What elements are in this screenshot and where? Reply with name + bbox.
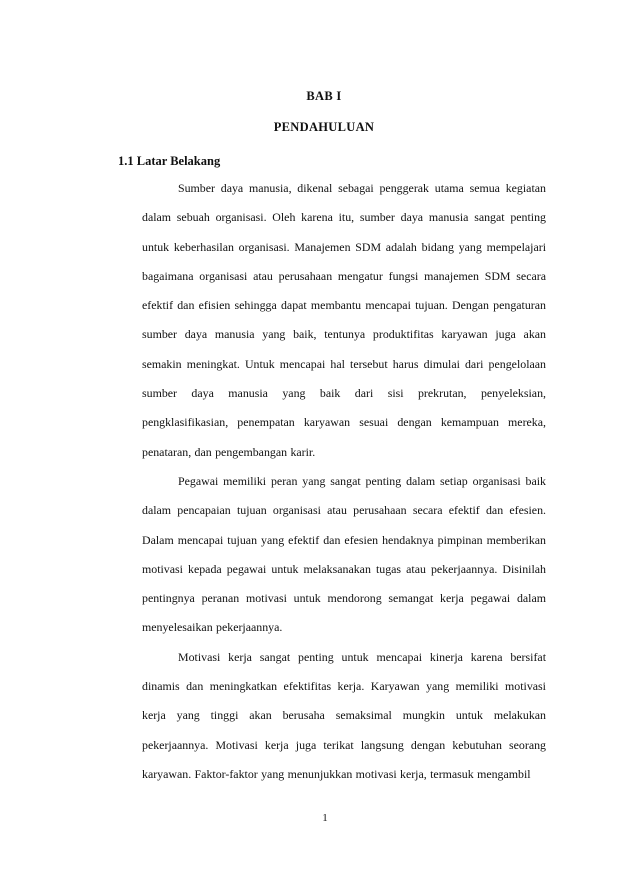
page-number: 1 [322, 812, 328, 824]
paragraph: Pegawai memiliki peran yang sangat penting dalam setiap organisasi baik dalam pencapaian tujuan organisasi atau perusahaan secara efektif dan efesien. Dalam mencapai tujuan yang efektif dan efesien hendaknya pimpinan memberikan motivasi kepada pegawai untuk melaksanakan tugas atau pekerjaannya. Disinilah pentingnya peranan motivasi untuk mendorong semangat kerja pegawai dalam menyelesaikan pekerjaannya. [142, 473, 546, 635]
paragraph: Sumber daya manusia, dikenal sebagai penggerak utama semua kegiatan dalam sebuah organisasi. Oleh karena itu, sumber daya manusia sangat penting untuk keberhasilan organisasi. Manajemen SDM adalah bidang yang mempelajari bagaimana organisasi atau perusahaan mengatur fungsi manajemen SDM secara efektif dan efisien sehingga dapat membantu mencapai tujuan. Dengan pengaturan sumber daya manusia yang baik, tentunya produktifitas karyawan juga akan semakin meningkat. Untuk mencapai hal tersebut harus dimulai dari pengelolaan sumber daya manusia yang baik dari sisi prekrutan, penyeleksian, pengklasifikasian, penempatan karyawan sesuai dengan kemampuan mereka, penataran, dan pengembangan karir. [142, 181, 546, 459]
chapter-title: PENDAHULUAN [273, 120, 375, 134]
chapter-number: BAB I [306, 89, 342, 103]
paragraph: Motivasi kerja sangat penting untuk mencapai kinerja karena bersifat dinamis dan meningkatkan efektifitas kerja. Karyawan yang memiliki motivasi kerja yang tinggi akan berusaha semaksimal mungkin untuk melakukan pekerjaannya. Motivasi kerja juga terikat langsung dengan kebutuhan seorang karyawan. Faktor-faktor yang menunjukkan motivasi kerja, termasuk mengambil [142, 649, 546, 781]
body-text [142, 174, 546, 789]
section-heading: 1.1 Latar Belakang [118, 154, 221, 168]
